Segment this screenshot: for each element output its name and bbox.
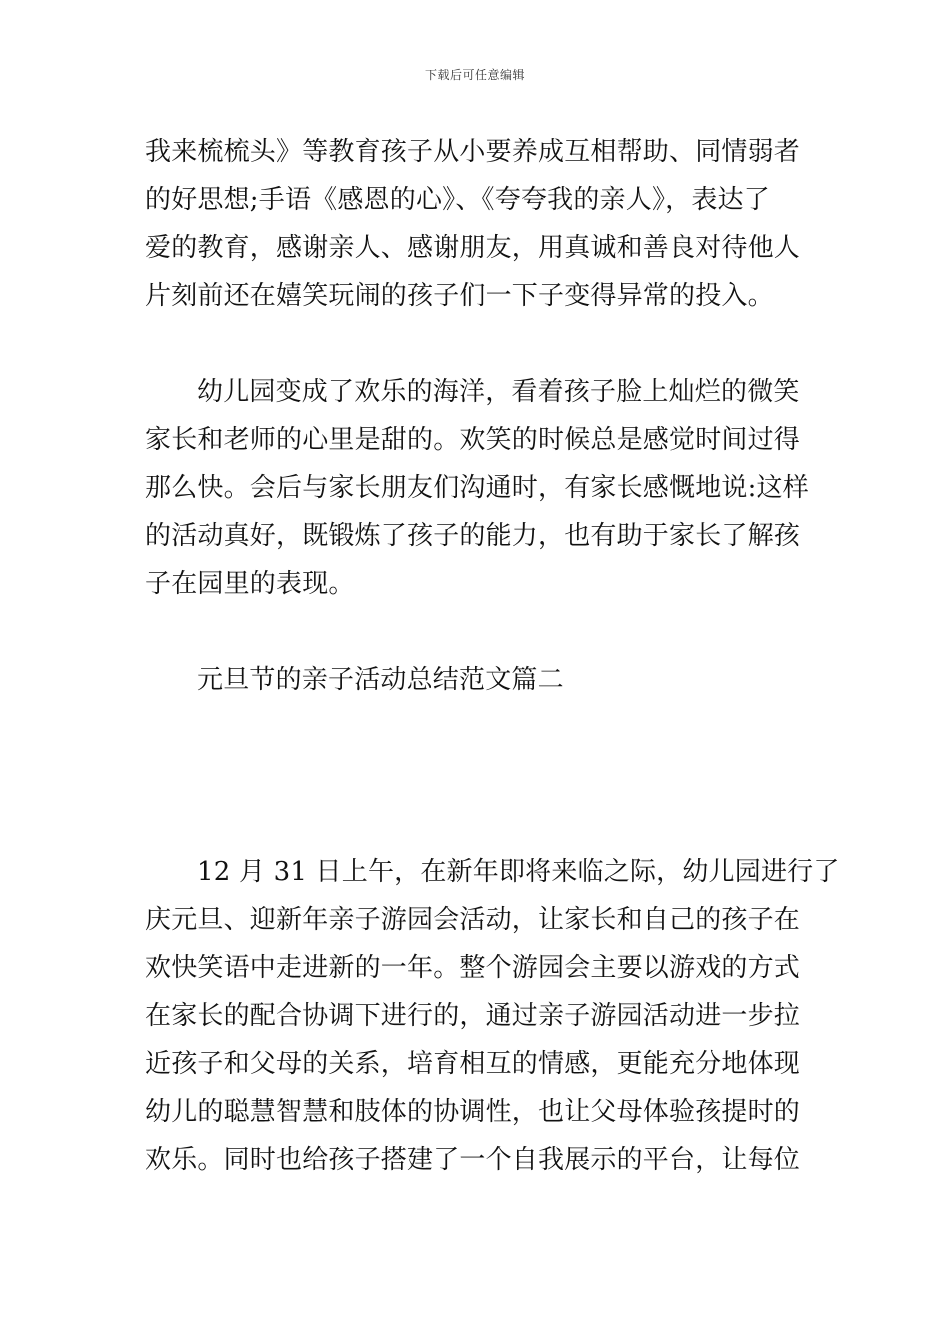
text-line: 片刻前还在嬉笑玩闹的孩子们一下子变得异常的投入。 bbox=[145, 281, 774, 311]
text-line: 近孩子和父母的关系，培育相互的情感，更能充分地体现 bbox=[145, 1049, 801, 1079]
section-title: 元旦节的亲子活动总结范文篇二 bbox=[197, 665, 564, 695]
page-header-note: 下载后可任意编辑 bbox=[424, 68, 525, 82]
paragraph-summary bbox=[145, 368, 810, 608]
document-body bbox=[145, 128, 840, 1184]
section-heading bbox=[145, 656, 810, 704]
text-line: 12 月 31 日上午，在新年即将来临之际，幼儿园进行了 bbox=[197, 857, 840, 887]
text-line: 我来梳梳头》等教育孩子从小要养成互相帮助、同情弱者 bbox=[145, 137, 801, 167]
text-line: 幼儿的聪慧智慧和肢体的协调性，也让父母体验孩提时的 bbox=[145, 1097, 801, 1127]
paragraph-event bbox=[145, 848, 840, 1184]
text-line: 幼儿园变成了欢乐的海洋，看着孩子脸上灿烂的微笑 bbox=[197, 377, 800, 407]
text-line: 庆元旦、迎新年亲子游园会活动，让家长和自己的孩子在 bbox=[145, 905, 801, 935]
text-line: 欢乐。同时也给孩子搭建了一个自我展示的平台，让每位 bbox=[145, 1145, 801, 1175]
text-line: 欢快笑语中走进新的一年。整个游园会主要以游戏的方式 bbox=[145, 953, 801, 983]
paragraph-spacer bbox=[145, 704, 810, 848]
text-line: 的活动真好，既锻炼了孩子的能力，也有助于家长了解孩 bbox=[145, 521, 801, 551]
paragraph-spacer bbox=[145, 320, 810, 368]
paragraph-continuation bbox=[145, 128, 810, 320]
text-line: 在家长的配合协调下进行的，通过亲子游园活动进一步拉 bbox=[145, 1001, 801, 1031]
text-line: 爱的教育，感谢亲人、感谢朋友，用真诚和善良对待他人 bbox=[145, 233, 801, 263]
paragraph-spacer bbox=[145, 608, 810, 656]
text-line: 子在园里的表现。 bbox=[145, 569, 355, 599]
text-line: 那么快。会后与家长朋友们沟通时，有家长感慨地说:这样 bbox=[145, 473, 809, 503]
text-line: 家长和老师的心里是甜的。欢笑的时候总是感觉时间过得 bbox=[145, 425, 801, 455]
text-line: 的好思想;手语《感恩的心》、《夸夸我的亲人》，表达了 bbox=[145, 185, 770, 215]
